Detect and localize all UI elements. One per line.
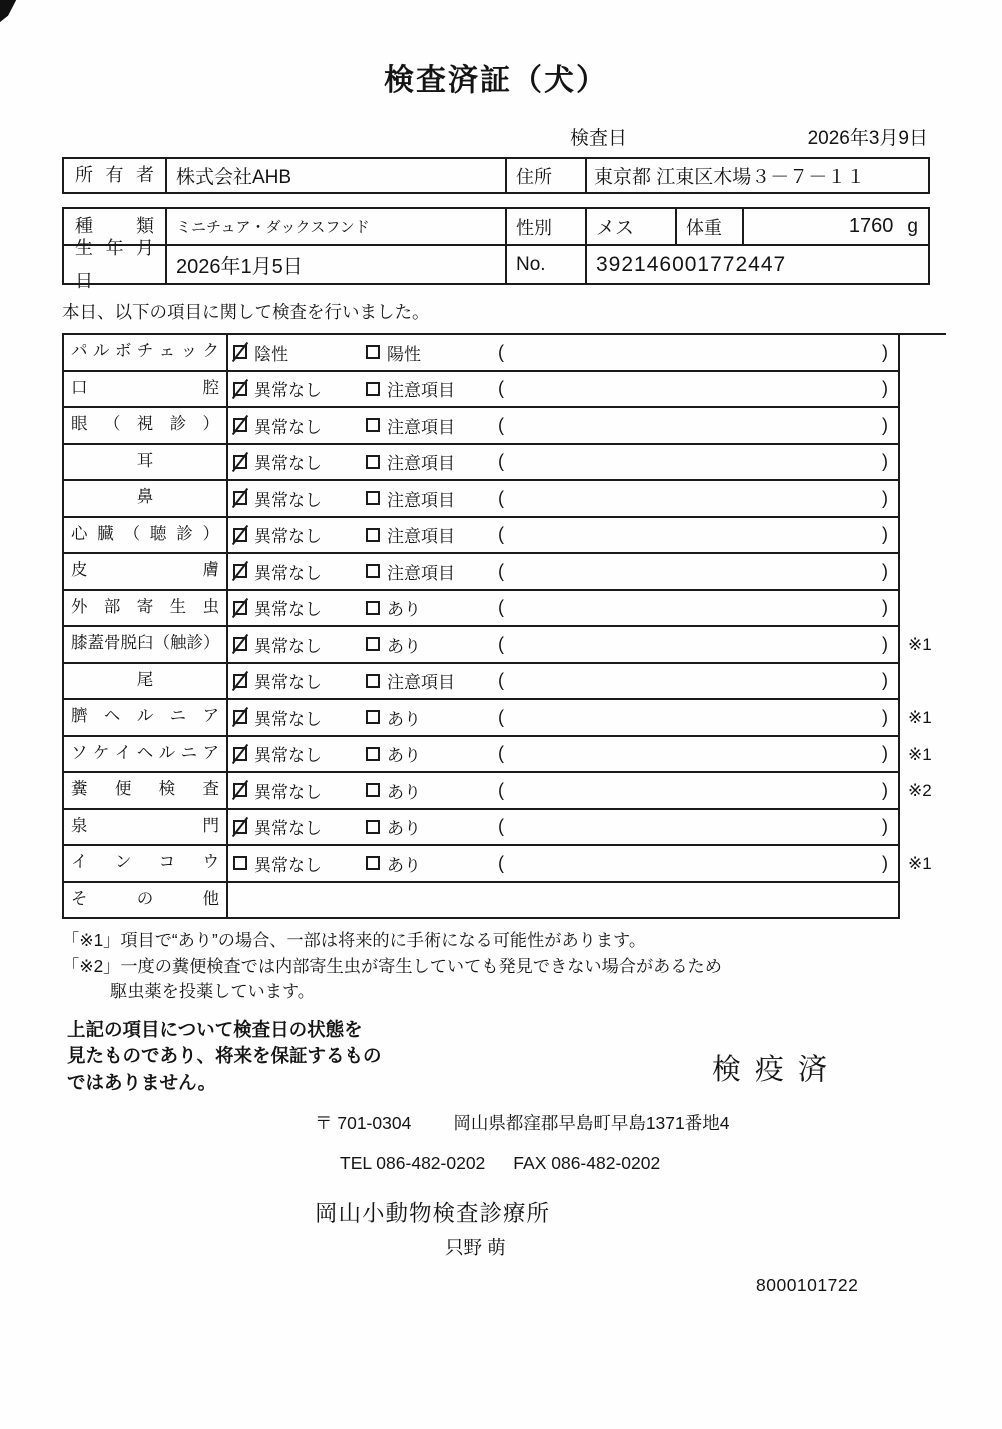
inspection-row: [62, 518, 946, 555]
inspection-item-name: 膝蓋骨脱臼（触診）: [62, 627, 228, 664]
checkbox-label: あり: [387, 782, 421, 802]
checkbox-label: 注意項目: [387, 381, 455, 401]
result-option: [366, 413, 498, 438]
checkbox[interactable]: [233, 637, 247, 651]
pet-table-row-1: [64, 209, 928, 246]
checkbox[interactable]: [233, 601, 247, 615]
checkbox[interactable]: [233, 747, 247, 761]
result-option: [366, 376, 498, 401]
checkbox[interactable]: [233, 783, 247, 797]
checkbox-label: あり: [387, 636, 421, 656]
paren-close: ): [882, 706, 888, 727]
address-value: 東京都 江東区木場３－７－１１: [594, 167, 866, 188]
clinic-fax: FAX 086-482-0202: [513, 1153, 661, 1173]
checkbox-label: 異常なし: [254, 454, 322, 474]
inspection-row: [62, 372, 946, 409]
paren-open: (: [498, 743, 504, 764]
inspection-row: [62, 591, 946, 628]
inspection-item-note: ※1: [908, 744, 932, 764]
checkbox-label: 異常なし: [254, 563, 322, 583]
inspection-item-name: そ の 他: [62, 883, 228, 920]
result-option: [233, 449, 366, 474]
inspection-item-result: [228, 335, 900, 372]
paren-open: (: [498, 597, 504, 618]
inspection-date-value: 2026年3月9日: [807, 128, 928, 149]
clinic-tel: TEL 086-482-0202: [340, 1153, 486, 1173]
paren-close: ): [882, 816, 888, 837]
checkbox[interactable]: [233, 820, 247, 834]
inspection-item-note: [900, 554, 946, 591]
inspection-item-name: 眼 （ 視 診 ）: [62, 408, 228, 445]
checkbox-label: 注意項目: [387, 527, 455, 547]
inspection-row: [62, 664, 946, 701]
result-option: [366, 668, 498, 693]
clinic-phone-line: [62, 1153, 930, 1174]
checkbox[interactable]: [366, 382, 380, 396]
checkbox-label: 注意項目: [387, 563, 455, 583]
result-option: [233, 632, 366, 657]
postal-code: 〒 701-0304: [315, 1113, 412, 1133]
checkbox[interactable]: [366, 710, 380, 724]
checkbox-label: 異常なし: [254, 855, 322, 875]
checkbox-label: 注意項目: [387, 417, 455, 437]
inspection-item-result: [228, 810, 900, 847]
result-option: [366, 522, 498, 547]
checkbox-label: あり: [387, 746, 421, 766]
paren-open: (: [498, 633, 504, 654]
inspection-item-name: 尾: [62, 664, 228, 701]
clinic-name: 岡山小動物検査診療所: [315, 1201, 551, 1226]
weight-unit: g: [907, 215, 918, 237]
checkbox-label: あり: [387, 600, 421, 620]
inspection-item-result: [228, 846, 900, 883]
checkbox[interactable]: [233, 418, 247, 432]
checkbox[interactable]: [366, 564, 380, 578]
paren-close: ): [882, 414, 888, 435]
sex-label: 性別: [507, 209, 587, 246]
inspection-item-name: 鼻: [62, 481, 228, 518]
result-option: [366, 851, 498, 876]
result-option: [233, 741, 366, 766]
no-label: No.: [507, 246, 587, 283]
result-option: [233, 376, 366, 401]
result-option: [366, 814, 498, 839]
checkbox[interactable]: [366, 528, 380, 542]
checkbox[interactable]: [366, 491, 380, 505]
inspection-item-note: [900, 408, 946, 445]
pet-table: [62, 207, 930, 291]
paren-close: ): [882, 597, 888, 618]
inspection-item-name: イ ン コ ウ: [62, 846, 228, 883]
clinic-address-line: [62, 1110, 930, 1135]
checkbox[interactable]: [366, 747, 380, 761]
inspection-item-name: ソ ケ イ ヘ ル ニ ア: [62, 737, 228, 774]
checkbox-label: 異常なし: [254, 673, 322, 693]
checkbox-label: 注意項目: [387, 490, 455, 510]
checkbox-label: 異常なし: [254, 417, 322, 437]
result-option: [366, 486, 498, 511]
checkbox[interactable]: [366, 418, 380, 432]
inspection-row: [62, 445, 946, 482]
inspection-item-result: [228, 481, 900, 518]
checkbox[interactable]: [366, 856, 380, 870]
disclaimer-line-1: 上記の項目について検査日の状態を: [67, 1018, 363, 1040]
inspection-row: [62, 700, 946, 737]
checkbox-label: 陽性: [387, 344, 421, 364]
inspection-item-name: 皮 膚: [62, 554, 228, 591]
inspection-item-result: [228, 408, 900, 445]
result-option: [233, 668, 366, 693]
result-option: [366, 595, 498, 620]
paren-close: ): [882, 487, 888, 508]
dob-label: 生 年 月 日: [75, 237, 154, 291]
disclaimer-line-3: ではありません。: [67, 1071, 217, 1093]
inspection-item-note: [900, 481, 946, 518]
inspection-row: [62, 627, 946, 664]
checkbox-label: 異常なし: [254, 636, 322, 656]
checkbox-label: あり: [387, 709, 421, 729]
inspection-item-result: [228, 372, 900, 409]
inspection-item-note: [900, 883, 946, 920]
result-option: [233, 705, 366, 730]
disclaimer-row: [62, 1017, 930, 1097]
checkbox-label: あり: [387, 855, 421, 875]
checkbox[interactable]: [366, 637, 380, 651]
inspection-row: [62, 335, 946, 372]
checkbox[interactable]: [233, 345, 247, 359]
disclaimer-line-2: 見たものであり、将来を保証するもの: [67, 1045, 382, 1066]
result-option: [366, 559, 498, 584]
owner-label: 所 有 者: [75, 165, 154, 185]
breed-label: 種 類: [75, 216, 154, 236]
footnotes: [62, 928, 982, 1005]
inspection-item-name: 糞 便 検 査: [62, 773, 228, 810]
checkbox[interactable]: [366, 345, 380, 359]
checkbox[interactable]: [233, 382, 247, 396]
inspection-item-note: [900, 810, 946, 847]
paren-open: (: [498, 816, 504, 837]
inspection-row: [62, 554, 946, 591]
inspection-row: [62, 773, 946, 810]
inspection-item-result: [228, 518, 900, 555]
footnote-1: 「※1」項目で“あり”の場合、一部は将来的に手術になる可能性があります。: [62, 930, 647, 950]
checkbox-label: 異常なし: [254, 490, 322, 510]
checkbox-label: 陰性: [254, 344, 288, 364]
result-option: [233, 486, 366, 511]
inspection-item-result: [228, 700, 900, 737]
footnote-2-continued: 駆虫薬を投薬しています。: [110, 981, 315, 1001]
checkbox[interactable]: [233, 491, 247, 505]
result-option: [233, 595, 366, 620]
inspection-item-result: [228, 737, 900, 774]
inspection-row: [62, 737, 946, 774]
paren-close: ): [882, 378, 888, 399]
paren-open: (: [498, 560, 504, 581]
result-option: [233, 522, 366, 547]
inspection-item-note: [900, 445, 946, 482]
owner-table: [62, 157, 930, 194]
checkbox-label: 異常なし: [254, 709, 322, 729]
breed-value: ミニチュア・ダックスフンド: [167, 209, 507, 246]
weight-label: 体重: [677, 209, 744, 246]
inspection-item-result: [228, 664, 900, 701]
paren-open: (: [498, 670, 504, 691]
checkbox[interactable]: [366, 820, 380, 834]
inspection-item-name: パ ル ボ チ ェ ッ ク: [62, 335, 228, 372]
checkbox[interactable]: [233, 710, 247, 724]
inspection-item-result: [228, 445, 900, 482]
checkbox[interactable]: [366, 455, 380, 469]
paren-close: ): [882, 560, 888, 581]
paren-open: (: [498, 341, 504, 362]
checkbox-label: 異常なし: [254, 527, 322, 547]
paren-close: ): [882, 743, 888, 764]
inspection-item-name: 泉 門: [62, 810, 228, 847]
paren-close: ): [882, 633, 888, 654]
checkbox[interactable]: [233, 564, 247, 578]
checkbox-label: 異常なし: [254, 746, 322, 766]
paren-close: ): [882, 451, 888, 472]
paren-open: (: [498, 524, 504, 545]
result-option: [233, 814, 366, 839]
no-value: 392146001772447: [596, 252, 787, 276]
paren-open: (: [498, 451, 504, 472]
checkbox-label: 異常なし: [254, 819, 322, 839]
checkbox[interactable]: [366, 601, 380, 615]
paren-open: (: [498, 779, 504, 800]
inspection-item-note: [900, 518, 946, 555]
checkbox[interactable]: [233, 674, 247, 688]
inspection-table: [62, 333, 946, 919]
result-option: [366, 340, 498, 365]
inspection-item-result: [228, 883, 900, 920]
inspection-item-note: ※1: [908, 708, 932, 728]
result-option: [233, 413, 366, 438]
inspection-row: [62, 883, 946, 920]
checkbox[interactable]: [366, 783, 380, 797]
owner-value: 株式会社AHB: [167, 159, 507, 192]
checkbox[interactable]: [366, 674, 380, 688]
sex-value: メス: [587, 209, 677, 246]
clinic-address: 岡山県都窪郡早島町早島1371番地4: [453, 1113, 730, 1133]
weight-value-cell: [744, 209, 928, 246]
footnote-2: 「※2」一度の糞便検査では内部寄生虫が寄生していても発見できない場合があるため: [62, 955, 722, 976]
result-option: [366, 449, 498, 474]
inspection-item-note: [900, 335, 946, 372]
inspection-item-result: [228, 554, 900, 591]
inspection-item-note: ※1: [908, 854, 932, 874]
checkbox[interactable]: [233, 856, 247, 870]
inspection-row: [62, 408, 946, 445]
disclaimer-text: [62, 1017, 382, 1097]
inspection-item-note: [900, 664, 946, 701]
checkbox-label: 注意項目: [387, 454, 455, 474]
checkbox[interactable]: [233, 455, 247, 469]
paren-open: (: [498, 414, 504, 435]
inspection-item-name: 心 臓 （ 聴 診 ）: [62, 518, 228, 555]
inspection-item-note: ※2: [908, 781, 932, 801]
address-label: 住所: [507, 159, 587, 192]
inspection-item-result: [228, 591, 900, 628]
examiner-name: 只野 萌: [445, 1237, 506, 1258]
checkbox-label: 異常なし: [254, 600, 322, 620]
dob-value: 2026年1月5日: [167, 246, 507, 283]
checkbox[interactable]: [233, 528, 247, 542]
paren-open: (: [498, 852, 504, 873]
inspection-item-name: 外 部 寄 生 虫: [62, 591, 228, 628]
checkbox-label: あり: [387, 819, 421, 839]
serial-number: 8000101722: [756, 1275, 859, 1295]
result-option: [366, 741, 498, 766]
dob-label-cell: [64, 237, 167, 291]
document-title: 検査済証（犬）: [384, 64, 608, 97]
checkbox-label: 異常なし: [254, 381, 322, 401]
pet-table-row-2: [64, 237, 928, 291]
intro-text: 本日、以下の項目に関して検査を行いました。: [62, 302, 430, 322]
inspection-item-result: [228, 773, 900, 810]
inspection-item-note: [900, 372, 946, 409]
result-option: [233, 778, 366, 803]
paren-open: (: [498, 378, 504, 399]
paren-close: ): [882, 341, 888, 362]
paren-close: ): [882, 852, 888, 873]
paren-close: ): [882, 670, 888, 691]
inspection-item-result: [228, 627, 900, 664]
checkbox-label: 異常なし: [254, 782, 322, 802]
result-option: [233, 851, 366, 876]
paren-close: ): [882, 524, 888, 545]
result-option: [366, 705, 498, 730]
inspection-row: [62, 846, 946, 883]
scan-artifact: [0, 0, 18, 26]
inspection-item-name: 耳: [62, 445, 228, 482]
inspection-item-note: ※1: [908, 635, 932, 655]
checkbox-label: 注意項目: [387, 673, 455, 693]
quarantine-stamp: 検 疫 済: [711, 1053, 830, 1086]
inspection-item-name: 臍 ヘ ル ニ ア: [62, 700, 228, 737]
inspection-row: [62, 481, 946, 518]
owner-label-cell: [64, 159, 167, 192]
result-option: [366, 778, 498, 803]
inspection-date-label: 検査日: [570, 128, 628, 149]
paren-open: (: [498, 487, 504, 508]
paren-close: ): [882, 779, 888, 800]
inspection-item-name: 口 腔: [62, 372, 228, 409]
weight-value: 1760: [848, 215, 894, 237]
inspection-item-note: [900, 591, 946, 628]
result-option: [233, 340, 366, 365]
inspection-date-row: [62, 123, 930, 150]
result-option: [366, 632, 498, 657]
result-option: [233, 559, 366, 584]
paren-open: (: [498, 706, 504, 727]
inspection-row: [62, 810, 946, 847]
